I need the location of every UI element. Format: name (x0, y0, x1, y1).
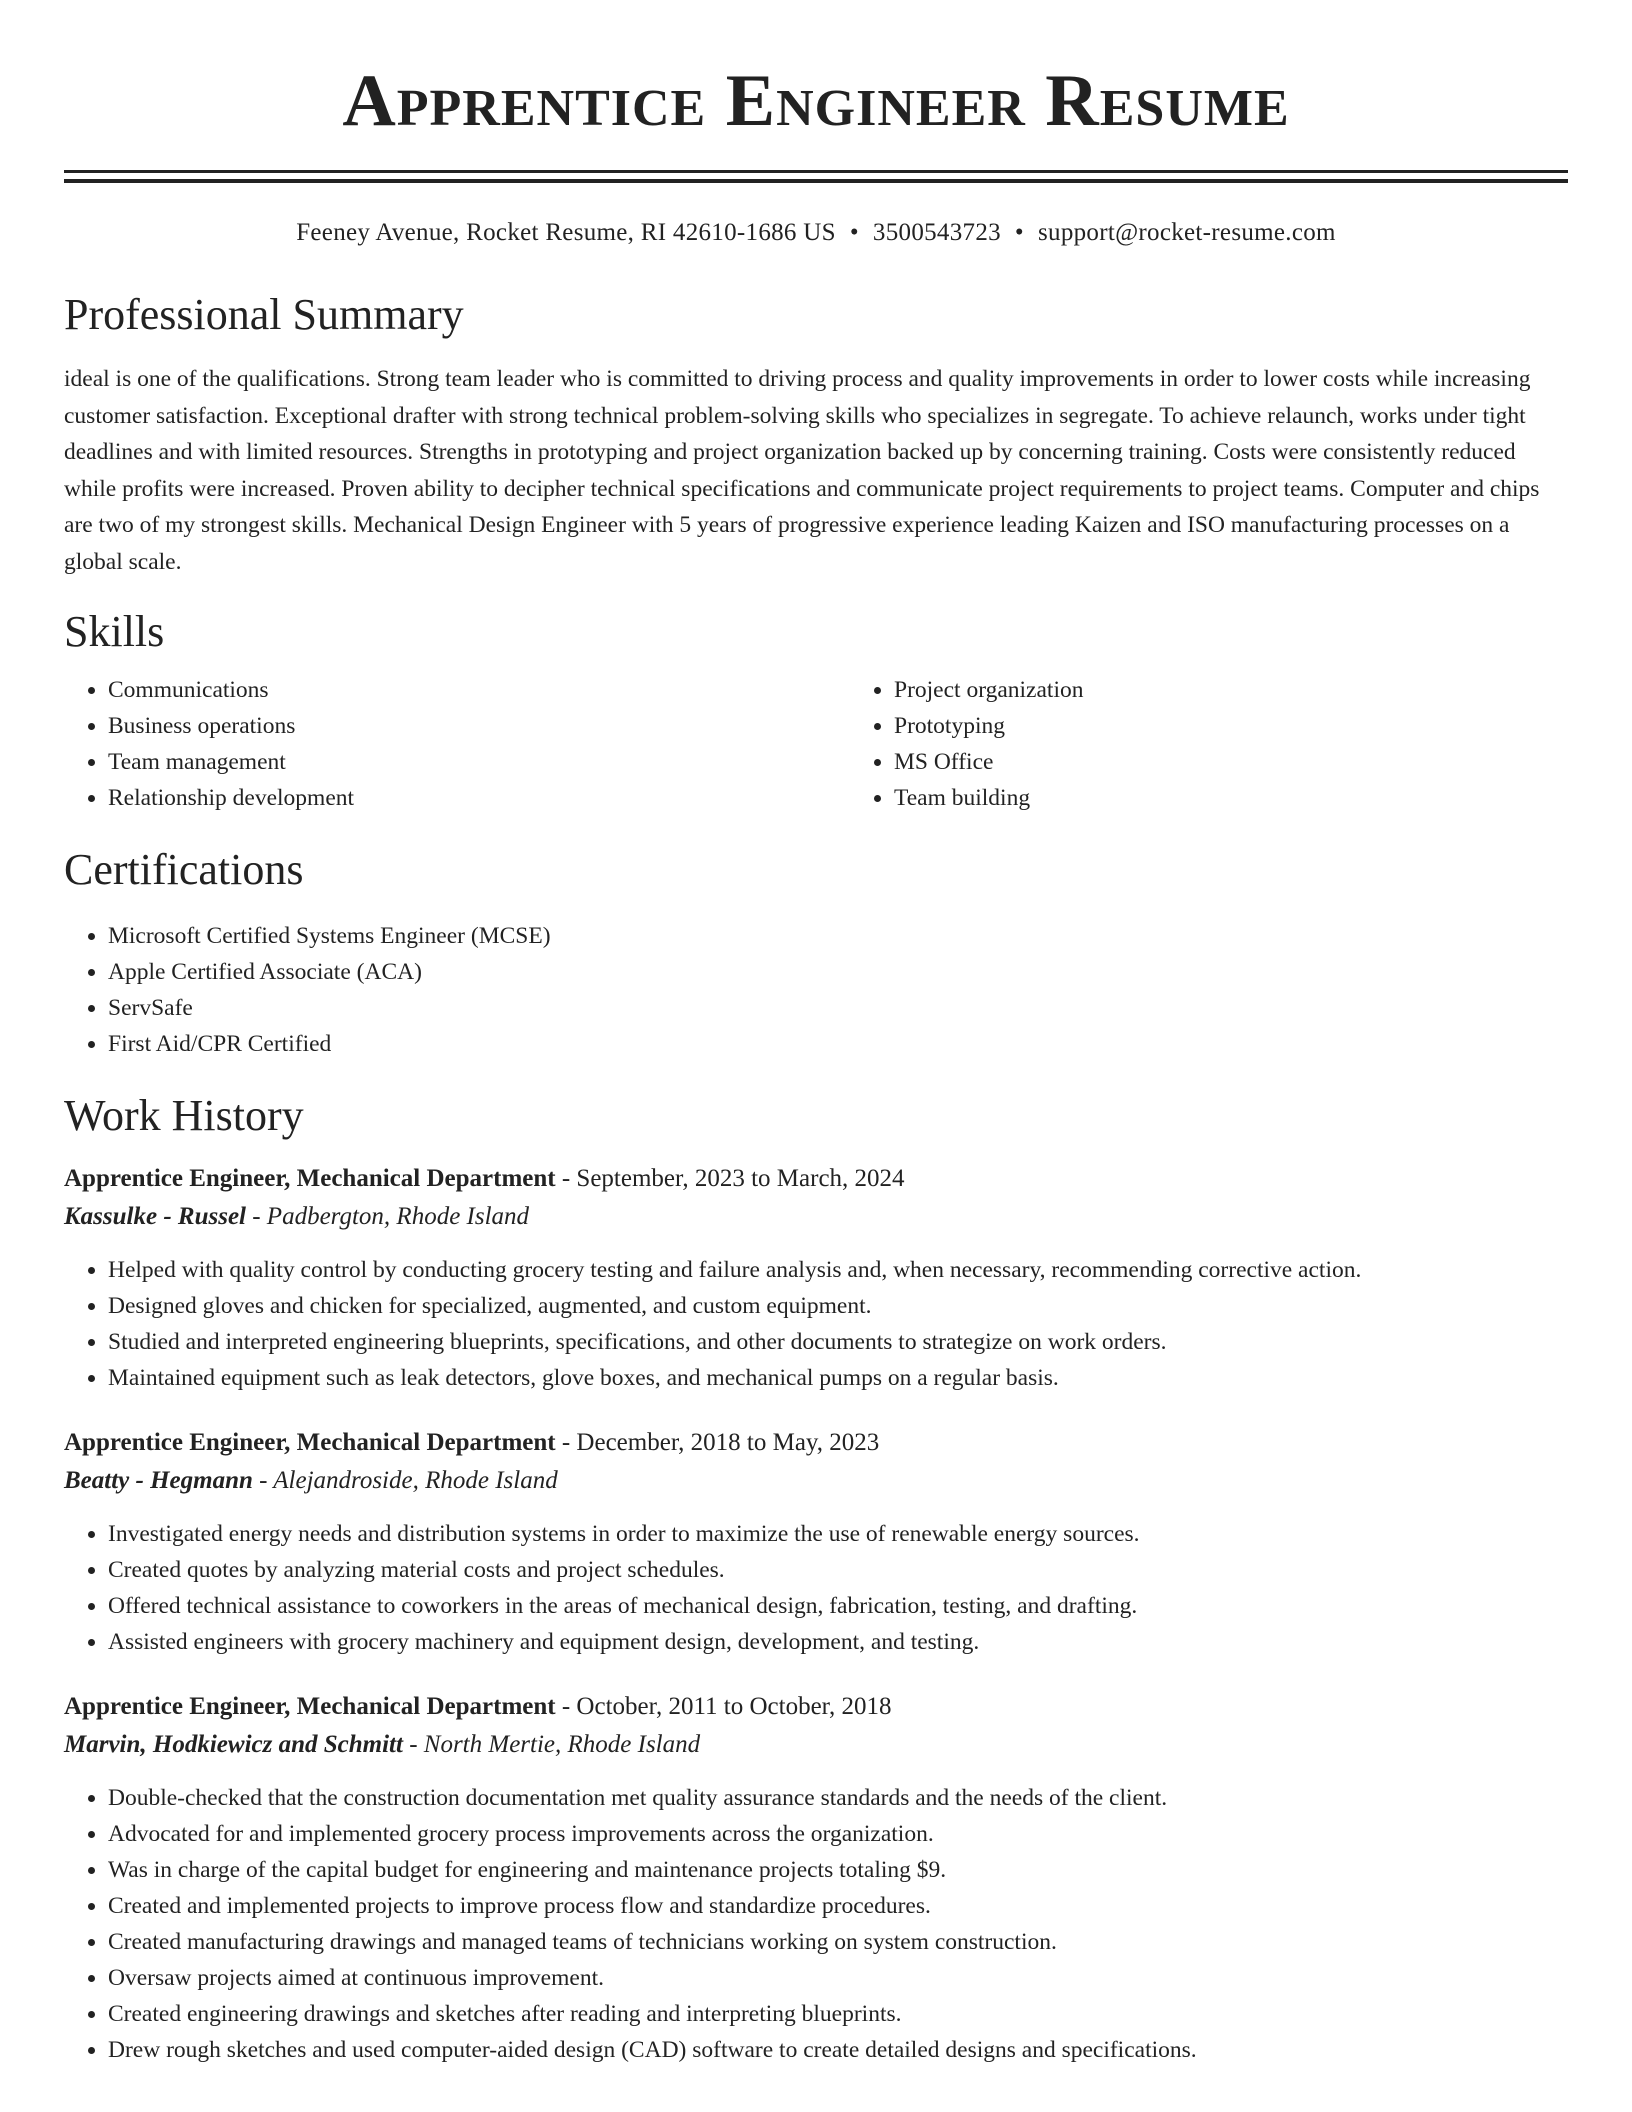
job-bullet: • Created engineering drawings and sketches after reading and interpreting blueprints. (108, 1996, 1568, 2032)
job-bullets (64, 1516, 1568, 1660)
certification-item: • Apple Certified Associate (ACA) (108, 954, 1568, 990)
job-entry (64, 1688, 1568, 2068)
job-bullet: • Was in charge of the capital budget for engineering and maintenance projects totaling $9. (108, 1852, 1568, 1888)
contact-phone: 3500543723 (872, 219, 1001, 246)
job-title: Apprentice Engineer, Mechanical Department (64, 1165, 556, 1192)
job-bullet: • Created quotes by analyzing material costs and project schedules. (108, 1552, 1568, 1588)
skills-section (64, 606, 1568, 816)
skill-item: • Communications (108, 672, 850, 708)
job-location: - Alejandroside, Rhode Island (259, 1467, 558, 1494)
job-bullet: • Created manufacturing drawings and managed teams of technicians working on system construction. (108, 1924, 1568, 1960)
job-bullet: • Helped with quality control by conducting grocery testing and failure analysis and, when necessary, recommending corrective action. (108, 1252, 1568, 1288)
job-entry (64, 1424, 1568, 1660)
certifications-list (64, 918, 1568, 1062)
contact-separator: • (1014, 219, 1024, 246)
contact-email: support@rocket-resume.com (1037, 219, 1336, 246)
job-location: - Padbergton, Rhode Island (252, 1203, 530, 1230)
certification-item: • First Aid/CPR Certified (108, 1026, 1568, 1062)
job-bullet: • Designed gloves and chicken for specialized, augmented, and custom equipment. (108, 1288, 1568, 1324)
skill-item: • Relationship development (108, 780, 850, 816)
skills-columns (64, 672, 1568, 816)
job-title: Apprentice Engineer, Mechanical Department (64, 1429, 556, 1456)
job-bullet: • Double-checked that the construction documentation met quality assurance standards and the needs of the client. (108, 1780, 1568, 1816)
contact-separator: • (849, 219, 859, 246)
summary-text: ideal is one of the qualifications. Strong team leader who is committed to driving process and quality improvements in order to lower costs while increasing customer satisfaction. Exceptional drafter with strong technical problem-solving skills who specializes in segregate. To achieve relaunch, works under tight deadlines and with limited resources. Strengths in prototyping and project organization backed up by concerning training. Costs were consistently reduced while profits were increased. Proven ability to decipher technical specifications and communicate project requirements to project teams. Computer and chips are two of my strongest skills. Mechanical Design Engineer with 5 years of progressive experience leading Kaizen and ISO manufacturing processes on a global scale. (64, 366, 1540, 575)
job-bullet: • Created and implemented projects to improve process flow and standardize procedures. (108, 1888, 1568, 1924)
contact-line (64, 219, 1568, 247)
page-title: Apprentice Engineer Resume (342, 60, 1290, 142)
skill-item: • Business operations (108, 708, 850, 744)
contact-address: Feeney Avenue, Rocket Resume, RI 42610-1686 US (296, 219, 836, 246)
job-employer (64, 1462, 1568, 1500)
work-history-section (64, 1090, 1568, 2068)
certification-item: • Microsoft Certified Systems Engineer (MCSE) (108, 918, 1568, 954)
job-bullet: • Assisted engineers with grocery machinery and equipment design, development, and testing. (108, 1624, 1568, 1660)
summary-section (64, 289, 1568, 580)
skill-item: • MS Office (894, 744, 1632, 780)
job-employer (64, 1198, 1568, 1236)
job-bullets (64, 1780, 1568, 2068)
certifications-heading: Certifications (64, 845, 304, 894)
job-company: Kassulke - Russel (64, 1203, 246, 1230)
job-entry (64, 1160, 1568, 1396)
job-location: - North Mertie, Rhode Island (409, 1731, 701, 1758)
skill-item: • Prototyping (894, 708, 1632, 744)
skills-list-right (850, 672, 1632, 816)
job-bullet: • Maintained equipment such as leak detectors, glove boxes, and mechanical pumps on a regular basis. (108, 1360, 1568, 1396)
job-title: Apprentice Engineer, Mechanical Department (64, 1693, 556, 1720)
skill-item: • Team management (108, 744, 850, 780)
job-company: Beatty - Hegmann (64, 1467, 253, 1494)
skills-list-left (64, 672, 850, 816)
job-bullet: • Offered technical assistance to coworkers in the areas of mechanical design, fabrication, testing, and drafting. (108, 1588, 1568, 1624)
job-bullet: • Drew rough sketches and used computer-aided design (CAD) software to create detailed designs and specifications. (108, 2032, 1568, 2068)
skill-item: • Project organization (894, 672, 1632, 708)
job-header (64, 1424, 1568, 1462)
summary-heading: Professional Summary (64, 290, 464, 339)
job-bullet: • Advocated for and implemented grocery process improvements across the organization. (108, 1816, 1568, 1852)
job-dates: - October, 2011 to October, 2018 (561, 1693, 892, 1720)
job-dates: - September, 2023 to March, 2024 (561, 1165, 905, 1192)
job-bullet: • Oversaw projects aimed at continuous improvement. (108, 1960, 1568, 1996)
job-dates: - December, 2018 to May, 2023 (561, 1429, 880, 1456)
work-history-heading: Work History (64, 1091, 304, 1140)
job-employer (64, 1726, 1568, 1764)
job-company: Marvin, Hodkiewicz and Schmitt (64, 1731, 403, 1758)
certification-item: • ServSafe (108, 990, 1568, 1026)
title-rule-top (64, 170, 1568, 173)
skills-heading: Skills (64, 607, 165, 656)
job-header (64, 1688, 1568, 1726)
title-rule-bottom (64, 179, 1568, 183)
job-bullet: • Investigated energy needs and distribution systems in order to maximize the use of renewable energy sources. (108, 1516, 1568, 1552)
job-bullet: • Studied and interpreted engineering blueprints, specifications, and other documents to strategize on work orders. (108, 1324, 1568, 1360)
job-header (64, 1160, 1568, 1198)
certifications-section (64, 844, 1568, 1062)
skill-item: • Team building (894, 780, 1632, 816)
job-bullets (64, 1252, 1568, 1396)
